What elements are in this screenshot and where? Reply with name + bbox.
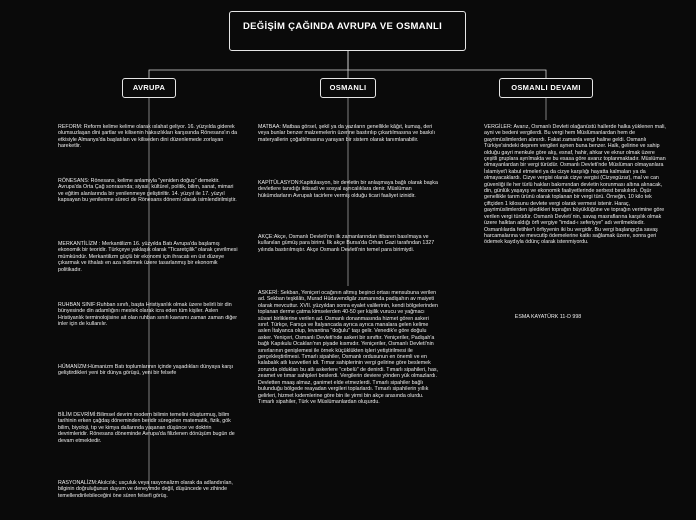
topic-reform[interactable]: REFORM: Reform kelime kelime olarak ıslahat geliyor. 16. yüzyılda giderek olumsuzlaşan dini şartlar ve kilisenin haksızlıkları karşısında Rönesans'ın da etkisiyle Almanya'da başlatılan ve kiliseden dini düzenlemede zorlayan hareketlir. bbox=[58, 124, 238, 150]
connector-root-to-avrupa bbox=[149, 51, 348, 78]
author-signature: ESMA KAYATÜRK 11-D 998 bbox=[514, 314, 582, 320]
topic-rasyonalizm[interactable]: RASYONALİZM:Akılcılık; usçuluk veya rasyonalizm olarak da adlandırılan, bilginin doğruluğunun duyum ve deneyimde değil, düşüncede ve zihinde temellendirilebileceğini öne süren felsefi görüş. bbox=[58, 480, 233, 499]
branch-osmanli-devami[interactable] bbox=[499, 78, 593, 98]
topic-akce[interactable]: AKÇE:Akçe, Osmanlı Devleti'nin ilk zamanlarından itibaren basılmaya ve kullanılan gümüş para birimi. İlk akçe Bursa'da Orhan Gazi tarafından 1327 yılında bastırılmıştır. Akçe Osmanlı Devleti'nin temel para birimiydi. bbox=[258, 234, 435, 253]
topic-askeri[interactable]: ASKERİ: Sekban, Yeniçeri ocağının altmış beşinci ortası mensubuna verilen ad. Sekban teşkilâtı, Murad Hüdavendigâr zamanında padişahın av maiyeti olarak mevcuttur. XVII. yüzyıldan sonra eyalet valilerinin, kendi bölgelerinden toplanan derme çatma kimselerden 40-50 şer kişilik vurucu ve yağmacı süvari birliklerine verilen ad. Osmanlı donanmasında hizmet gören askeri sınıf. Türkçe, Farsça ve İtalyancada ayrıca ayrıca manalara gelen kelime aslen İtalyanca olup, levantina "doğulu" taşı gelir. Venedik'e göre doğulu asker. Yeniçeri, Osmanlı Devleti'nde askeri bir sınıftır. Yeniçeriler, Padişah'a bağlı Kapıkulu Ocakları'nın piyade kısmıdır. Yeniçeriler, Osmanlı Devleti'nin sınırlarının genişlemesi ile örnek küçüklükten işleri yetiştirilmesi ile gerçekleştirilmesi. Tımarlı sipahiler, Osmanlı ordusunun en önemli ve en kalabalık atlı kuvvetleri idi. Tımar sahiplerinin vergi gelirine göre beslemek zorunda oldukları bu atlı askerlere "cebelü" de denirdi. Tımarlı sipahileri, has, zeamet ve tımar sahipleri beslerdi. Vergilerin deviere yönden yük olmazlardı. Devletten maaş almaz, ganimet elde etmezlerdi. Tımarlı sipahiler bağlı bulunduğu bölgede reayadan vergileri toplarlardı. Tımarlı sipahilerin yıllık gelirleri, hizmet kıdemlerine göre bin ile yirmi bin akçe arasında olurdu. Tımarlı sipahiler, Türk ve Müslümanlardan oluşurdu. bbox=[258, 290, 439, 405]
topic-ronesans[interactable]: RÖNESANS: Rönesans, kelime anlamıyla "yeniden doğuş" demektir. Avrupa'da Orta Çağ sonrasında; siyasi, kültürel, politik, bilim, sanat, mimari ve eğitim alanlarında bir yenilenmeye geliştiriltir. 14. yüzyıl ile 17. yüzyıl kapsayan bu yenilenme süreci de Rönesans dönemi olarak isimlendirilmiştir. bbox=[58, 178, 237, 204]
topic-merkantilizm[interactable]: MERKANTİLİZM : Merkantilizm 16. yüzyılda Batı Avrupa'da başlamış ekonomik bir teoridir. Türkçeye yaklaşık olarak "Ticaretçilik" olarak çevrilmesi mümkündür. Merkantilizm güçlü bir ekonomi için ihracatı en üst düzeye çıkarmak ve ithalatı en aza indirmek üzere tasarlanmış bir ekonomik politikadır. bbox=[58, 241, 238, 273]
root-topic[interactable] bbox=[229, 11, 466, 51]
topic-kapitulasyon[interactable]: KAPİTÜLASYON:Kapitülasyon, bir devletin bir anlaşmaya bağlı olarak başka devletlere tanıdığı iktisadi ve sosyal ayrıcalıklara denir. Müslüman hükümdarların Avrupalı tacirlere vermiş olduğu ticari faaliyet izinidir. bbox=[258, 180, 438, 199]
topic-bilim-devrimi[interactable]: BİLİM DEVRİMİ:Bilimsel devrim modern bilimin temelini oluşturmuş, bilim tarihinin erken çağdaş döneminden beridir süregelen matematik, fizik, gök bilim, biyoloji, tıp ve kimya dallarında yaşanan düşünce ve doktrin devrimleridir. Rönesans döneminde Avrupa'da filizlenen dönüşüm bugün de devam etmektedir. bbox=[58, 412, 235, 444]
topic-vergiler[interactable]: VERGİLER: Avarız, Osmanlı Devleti olağanüstü hallerde halka yüklenen mali, ayni ve bedeni vergilerdi. Bu vergi hem Müslümanlardan hem de gayrimüslimlerden alınırdı. Fakat zamanla vergi haline geldi. Osmanlı Türkiye'sindeki deprem vergileri aynen buna benzer. Halk, gelirine ve sahip olduğu gayri menkule göre alış, esnaf, hahir, ahkar ve eknur olmak üzere çeşitli gruplara ayrılmakta ve bu esasa göre avarız toplanmaktadır. Müslüman olmayanlardan bir vergi türüdür. Osmanlı Devleti'nde Müslüman olmayanlara İslamiyet'i kabul etmeleri ya da cizye karşılığı hayatta kalmaları ya da olmayacaklardı. Cizye vergisi olarak cizye vergisi (Cizyegüzar), mal ve can güvenliği ile her türlü hakları bakımından devletin korunması altına alınacak, din, günlük yaşayış ve ekonomik faaliyetlerinde serbest bırakılırdı. Öşür genellikle tarım ürünü olarak toplanan bir vergi türü. Örneğin, 10 kilo tek çiftçiden 1 kilosunu devlete vergi olarak vermesi istenir. Haraç, gayrimüslimlerden işledikleri toprağın büyüklüğüne ve toprağın verimine göre verilen vergi türüdür. Osmanlı Devleti´nin, savaş masraflarına karşılık olmak üzere halktan aldığı örfi vergiye "imdad-ı seferiyye" adı verilmektedir. Osmanlılarda fetihler'i örfiyyenin iki bu vergidir. Bu vergi başlangıçta savaş harcamalarına ve mevcutlp ödemelerine katkı sağlamak üzere, sonra geri ödemek kaydıyla ödünç olarak istenmiyordu. bbox=[484, 124, 666, 246]
branch-avrupa-label: AVRUPA bbox=[132, 83, 166, 92]
topic-matbaa[interactable]: MATBAA: Matbaa görsel, şekil ya da yazıların genellikle kâğıt, kumaş, deri veya bunlar benzer malzemelerin üzerine bastırılıp çıkartılmasına ve baskılı materyallerin çoğaltılmasına yarayan bir sistem olarak tanımlanabilir. bbox=[258, 124, 435, 143]
connector-root-to-devam bbox=[348, 70, 546, 78]
topic-humanizm[interactable]: HÜMANİZM:Hümanizm Batı toplumlarının içinde yaşadıkları dünyaya karşı geliştirdikleri yeni bir dünya görüşü, yeni bir felsefe bbox=[58, 364, 234, 377]
branch-osmanli-devami-label: OSMANLI DEVAMI bbox=[511, 83, 581, 92]
topic-ruhban-sinif[interactable]: RUHBAN SINIF:Ruhban sınıfı, başta Hristiyanlık olmak üzere belirli bir din bünyesinde din adamlığını meslek olarak icra eden tüm kişiler. Aslen Hristiyanlık terminolojisine ait olan ruhban sınıfı kavramı zaman zaman diğer inler için de kullanılır. bbox=[58, 302, 237, 328]
root-title: DEĞİŞİM ÇAĞINDA AVRUPA VE OSMANLI bbox=[243, 21, 443, 32]
branch-osmanli[interactable] bbox=[320, 78, 376, 98]
branch-avrupa[interactable] bbox=[122, 78, 176, 98]
branch-osmanli-label: OSMANLI bbox=[329, 83, 367, 92]
